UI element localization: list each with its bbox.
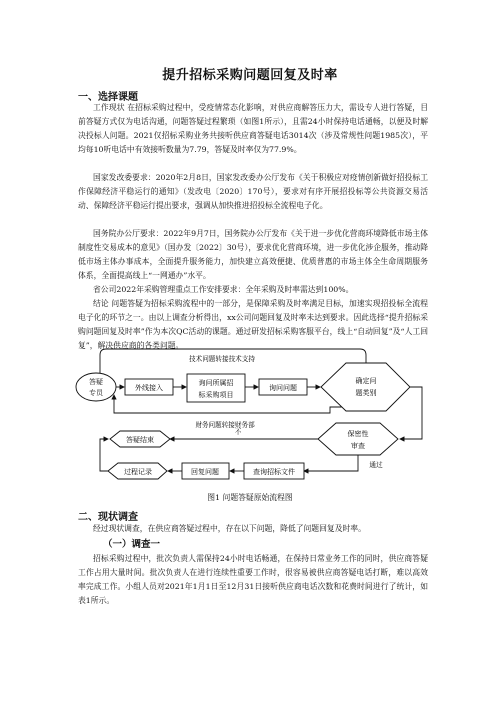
page-title: 提升招标采购问题回复及时率: [162, 68, 338, 83]
node-confidential-line1: 保密性: [347, 430, 369, 438]
paragraph-conclusion: 结论 问题答疑为招标采购流程中的一部分，是保障采购及时率满足目标，加速实现招投标全流程电子化的环节之一。由以上调查分析得出，xx公司问题回复及时率未达到要求。因此选择“提升招标采购问题回复及时率”作为本次QC活动的课题。通过研发招标采购客服平台，线上“自动回复”及“人工回复”，解决供应商的各类问题。: [78, 299, 428, 350]
paragraph-provincial-requirement: 省公司2022年采购管理重点工作安排要求：全年采购及时率需达到100%。: [93, 285, 354, 294]
node-determine-category: [321, 363, 410, 411]
paragraph-survey-intro: 经过现状调查，在供应商答疑过程中，存在以下问题，降低了问题回复及时率。: [93, 524, 366, 533]
node-ask-project-line2: 标采购项目: [198, 391, 234, 399]
node-qa-end-label: 答疑结束: [126, 436, 154, 444]
paragraph-work-status: 工作现状 在招标采购过程中，受疫情常态化影响，对供应商解答压力大，需设专人进行答疑，目前答疑方式仅为电话沟通，问题答疑过程繁琐（如图1所示），且需24小时保持电话通畅，以便及时解决投标人问题。2021仅招标采购业务共接听供应商答疑电话3014次（涉及常规性问题1985次），平均每10听电话中有效接听数量为7.79，答疑及时率仅为77.9%。: [78, 103, 428, 154]
label-tech-transfer: 技术问题转接技术支持: [189, 355, 255, 363]
node-determine-line1: 确定问: [355, 377, 377, 385]
node-qa-specialist-line2: 专员: [89, 389, 103, 397]
node-outside-line-label: 外线接入: [135, 384, 163, 392]
node-determine-line2: 题类别: [355, 389, 377, 397]
line-record-to-end: [100, 439, 108, 471]
label-business-transfer: 财务问题转接财务部: [195, 421, 255, 429]
figure-caption: 图1 问题答疑原始流程图: [207, 493, 293, 502]
node-reply-question-label: 回复问题: [191, 468, 219, 476]
node-confidential-review: [318, 423, 398, 455]
node-ask-question-label: 询问问题: [269, 384, 297, 392]
paragraph-ndrc-requirement: 国家发改委要求：2020年2月8日，国家发改委办公厅发布《关于积极应对疫情创新做好招投标工作保障经济平稳运行的通知》（发改电〔2020〕170号），要求对有序开展招投标等公共资源交易活动、保障经济平稳运行提出要求，强调从加快推进招投标全流程电子化。: [78, 173, 428, 210]
label-not-pass: 不: [234, 428, 242, 436]
section-heading-topic: 一、选择课题: [78, 92, 138, 103]
section-heading-survey: 二、现状调查: [78, 512, 138, 523]
qa-flowchart: [70, 343, 430, 489]
node-ask-project-line1: 询问所属招: [198, 379, 234, 387]
paragraph-survey1: 招标采购过程中，批次负责人需保持24小时电话畅通，在保持日常业务工作的同时，供应商答疑工作占用大量时间。批次负责人在进行连续性重要工作时，很容易被供应商答疑电话打断，难以高效率完成工作。小组人员对2021年1月1日至12月31日接听供应商电话次数和花费时间进行了统计，如表1所示。: [78, 554, 428, 605]
label-pass: 通过: [369, 461, 383, 469]
paragraph-state-council-requirement: 国务院办公厅要求：2022年9月7日，国务院办公厅发布《关于进一步优化营商环境降低市场主体制度性交易成本的意见》（国办发〔2022〕30号），要求优化营商环境，进一步优化涉企服务，推动降低市场主体办事成本，全面提升服务能力，加快建立高效便捷、优质普惠的市场主体全生命周期服务体系，全面提高线上“一网通办”水平。: [78, 229, 428, 280]
node-confidential-line2: 审查: [351, 442, 365, 450]
line-pass: [304, 455, 358, 471]
node-process-record-label: 过程记录: [124, 468, 152, 476]
node-qa-specialist-line1: 答疑: [89, 378, 103, 386]
line-to-confidential: [400, 387, 422, 439]
subsection-heading-survey1: （一）调查一: [103, 539, 161, 550]
node-search-docs-label: 查询招标文件: [253, 468, 295, 476]
